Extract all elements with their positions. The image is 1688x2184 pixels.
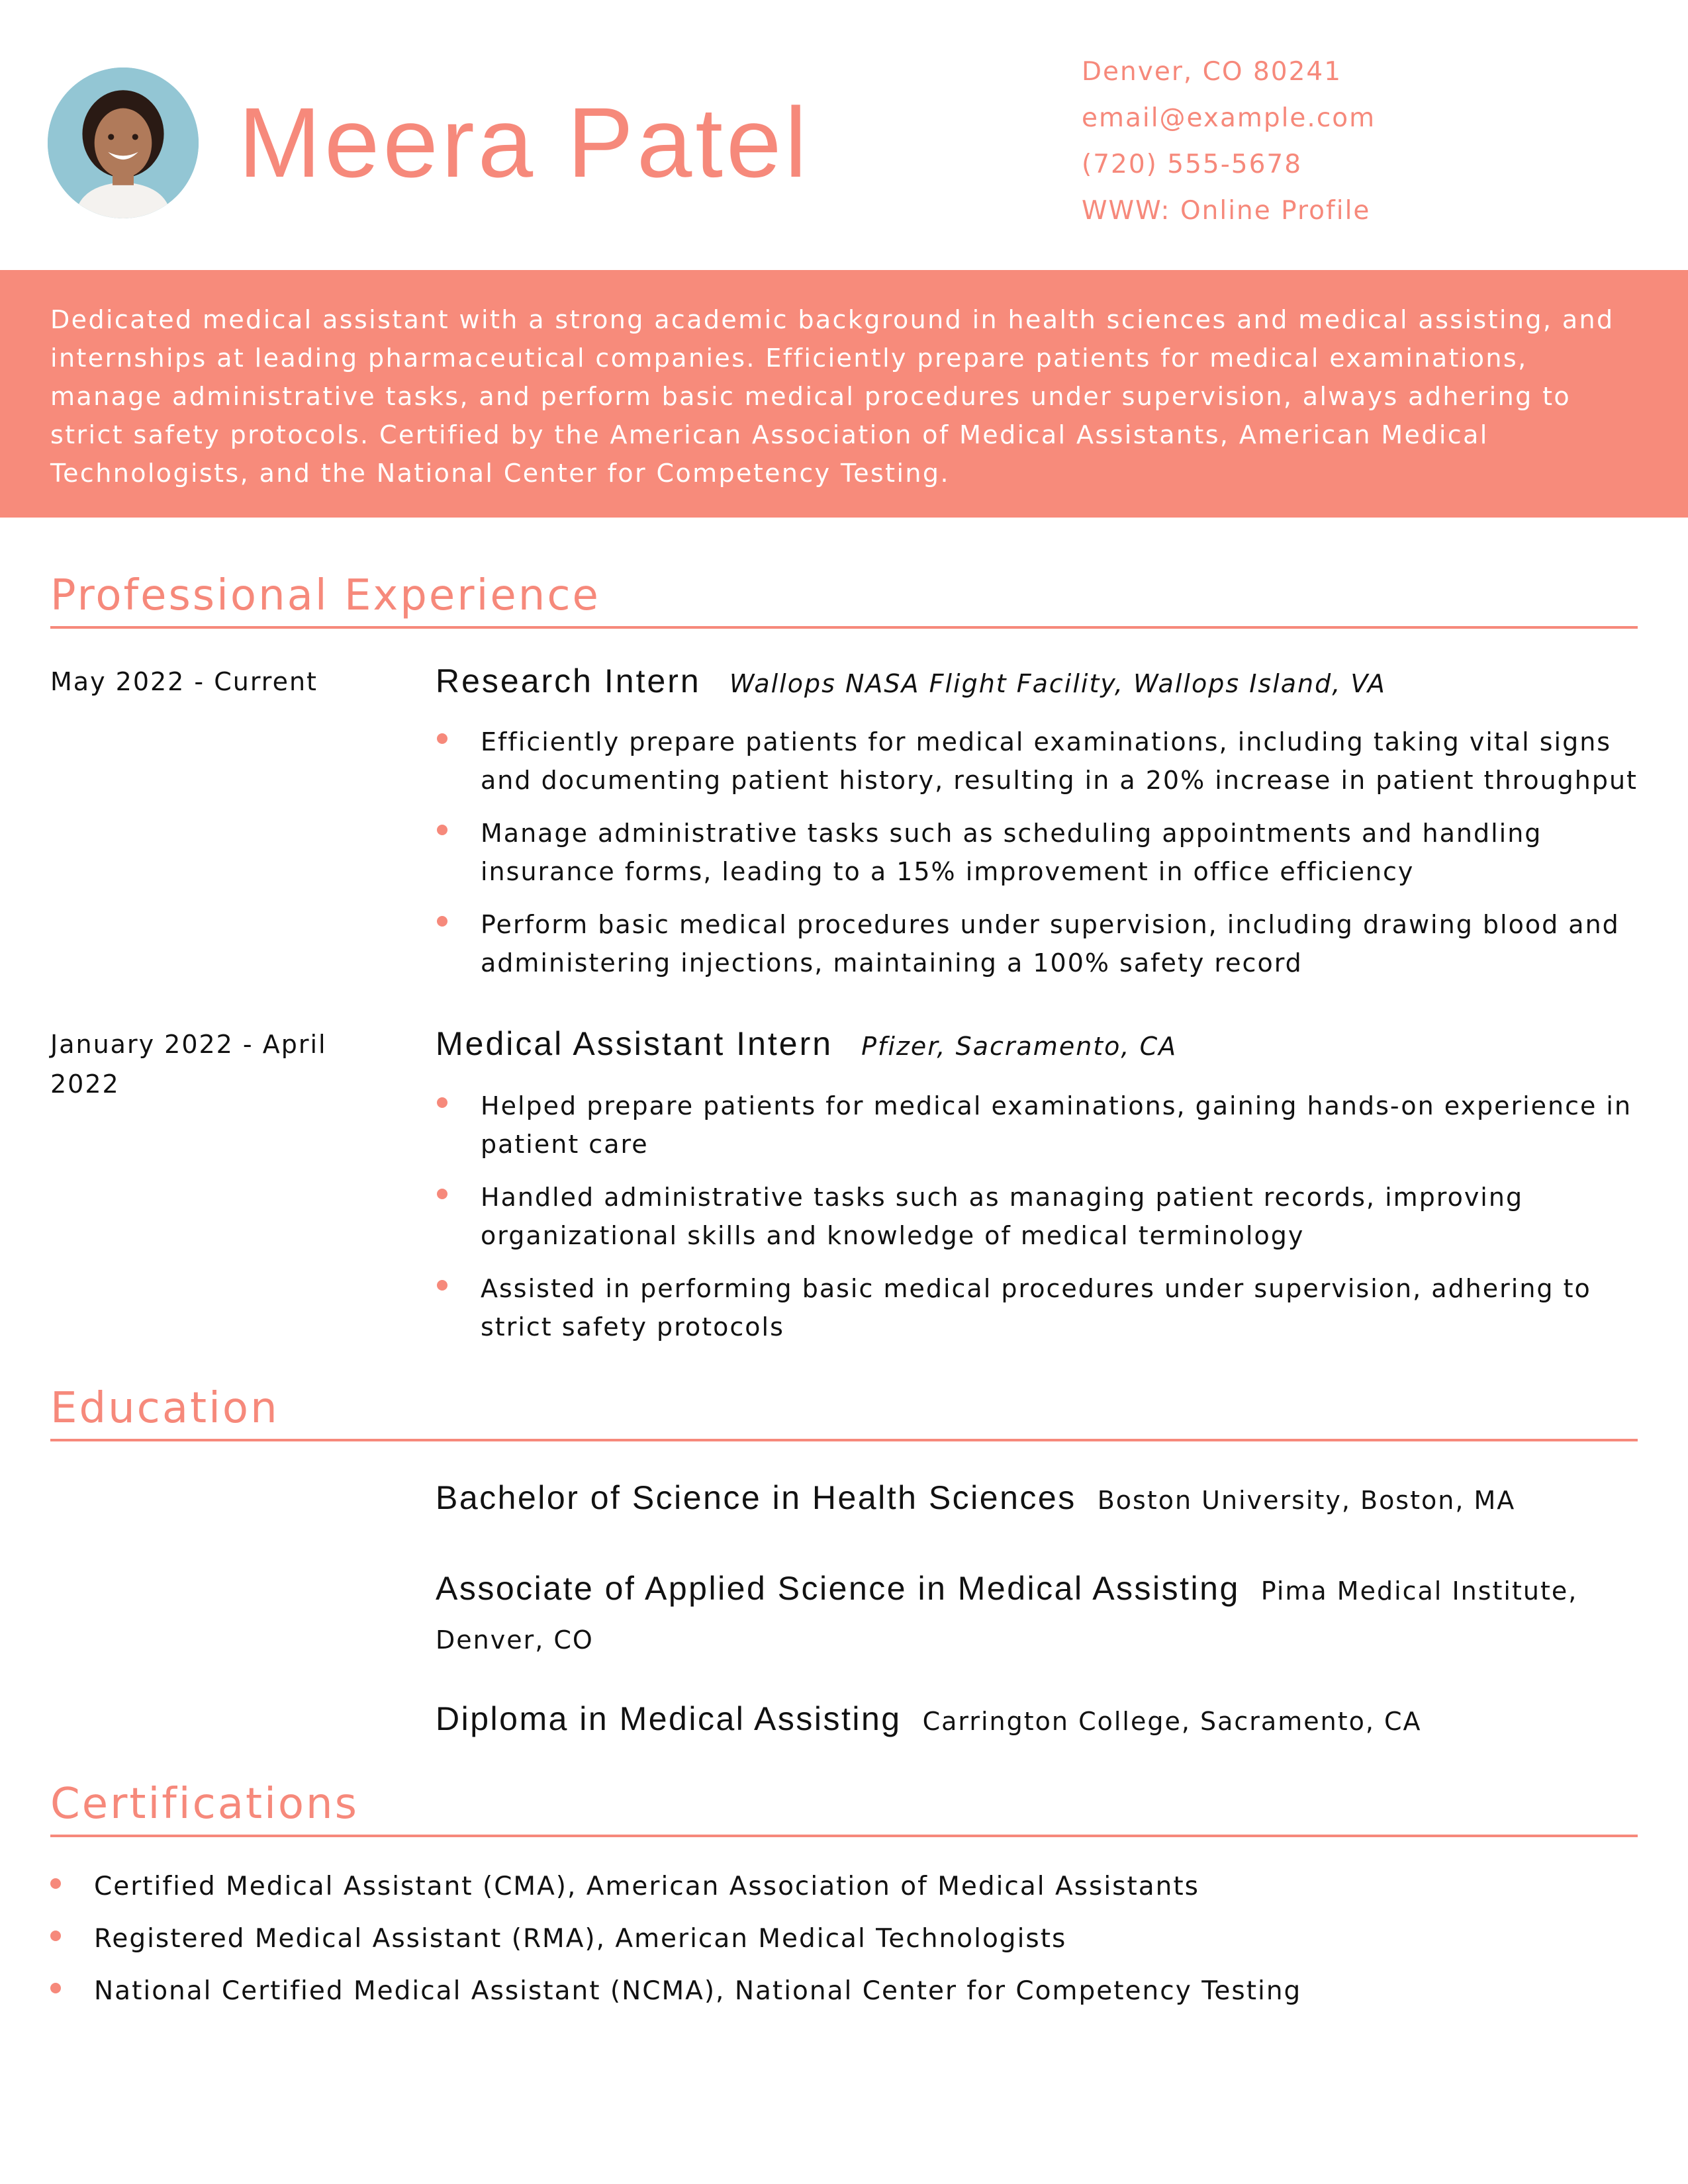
list-item: [436, 723, 1640, 799]
list-item: [436, 905, 1640, 982]
experience-heading: Professional Experience: [50, 569, 1638, 629]
degree-name: Bachelor of Science in Health Sciences: [436, 1479, 1076, 1516]
school-name: Pima Medical Institute, Denver, CO: [436, 1576, 1578, 1655]
profile-photo: [48, 68, 199, 218]
list-item: [50, 1868, 1639, 1906]
bullet-text: Assisted in performing basic medical procedures under supervision, adhering to strict safety protocols: [481, 1274, 1591, 1342]
certification-text: Registered Medical Assistant (RMA), American Medical Technologists: [94, 1924, 1067, 1954]
certification-text: Certified Medical Assistant (CMA), American Association of Medical Assistants: [94, 1872, 1199, 1901]
bullet-icon: [50, 1983, 61, 1993]
school-name: Boston University, Boston, MA: [1097, 1486, 1516, 1515]
list-item: [436, 814, 1640, 891]
bullet-icon: [437, 1189, 447, 1199]
school-name: Carrington College, Sacramento, CA: [922, 1707, 1422, 1736]
job-dates: January 2022 - April 2022: [50, 1030, 327, 1099]
certifications-heading: Certifications: [50, 1778, 1638, 1837]
bullet-text: Efficiently prepare patients for medical examinations, including taking vital signs and documenting patient history, resulting in a 20% increase in patient throughput: [481, 727, 1638, 795]
bullet-text: Handled administrative tasks such as managing patient records, improving organizational skills and knowledge of medical terminology: [481, 1183, 1524, 1250]
contact-phone[interactable]: (720) 555-5678: [1082, 150, 1303, 179]
list-item: [50, 1920, 1639, 1958]
summary-band: Dedicated medical assistant with a strong academic background in health sciences and medical assisting, and internships at leading pharmaceutical companies. Efficiently prepare patients for medical examinations, manage administrative tasks, and perform basic medical procedures under supervision, always adhering to strict safety protocols. Certified by the American Association of Medical Assistants, American Medical Technologists, and the National Center for Competency Testing.: [0, 270, 1688, 518]
job-company: Wallops NASA Flight Facility, Wallops Island, VA: [729, 669, 1386, 698]
job-bullets: [436, 1087, 1640, 1361]
bullet-icon: [437, 825, 447, 835]
bullet-text: Helped prepare patients for medical examinations, gaining hands-on experience in patient care: [481, 1091, 1632, 1159]
education-item: [436, 1697, 1654, 1749]
degree-name: Diploma in Medical Assisting: [436, 1700, 902, 1737]
contact-website[interactable]: WWW: Online Profile: [1082, 196, 1371, 226]
job-company: Pfizer, Sacramento, CA: [861, 1032, 1178, 1061]
bullet-icon: [437, 733, 447, 744]
job-dates: May 2022 - Current: [50, 667, 318, 696]
contact-email[interactable]: email@example.com: [1082, 103, 1376, 133]
education-heading: Education: [50, 1382, 1638, 1441]
list-item: [436, 1269, 1640, 1346]
degree-name: Associate of Applied Science in Medical Assisting: [436, 1570, 1240, 1607]
list-item: [436, 1087, 1640, 1163]
bullet-icon: [50, 1931, 61, 1941]
list-item: [436, 1178, 1640, 1255]
education-item: [436, 1567, 1654, 1667]
contact-info: [1082, 53, 1376, 238]
bullet-icon: [437, 1097, 447, 1108]
certifications-list: [50, 1868, 1639, 2025]
job-bullets: [436, 723, 1640, 997]
profile-photo-icon: [48, 68, 199, 218]
education-item: [436, 1476, 1654, 1527]
bullet-text: Manage administrative tasks such as scheduling appointments and handling insurance forms, leading to a 15% improvement in office efficiency: [481, 819, 1542, 886]
bullet-icon: [50, 1878, 61, 1889]
certification-text: National Certified Medical Assistant (NCMA), National Center for Competency Testing: [94, 1976, 1302, 2006]
job-header: [436, 662, 1386, 700]
job-header: [436, 1024, 1177, 1063]
list-item: [50, 1972, 1639, 2011]
contact-location: Denver, CO 80241: [1082, 57, 1342, 87]
candidate-name: Meera Patel: [238, 87, 810, 198]
job-title: Research Intern: [436, 662, 701, 700]
job-title: Medical Assistant Intern: [436, 1025, 833, 1062]
bullet-text: Perform basic medical procedures under supervision, including drawing blood and administering injections, maintaining a 100% safety record: [481, 910, 1620, 978]
bullet-icon: [437, 1280, 447, 1291]
bullet-icon: [437, 916, 447, 927]
